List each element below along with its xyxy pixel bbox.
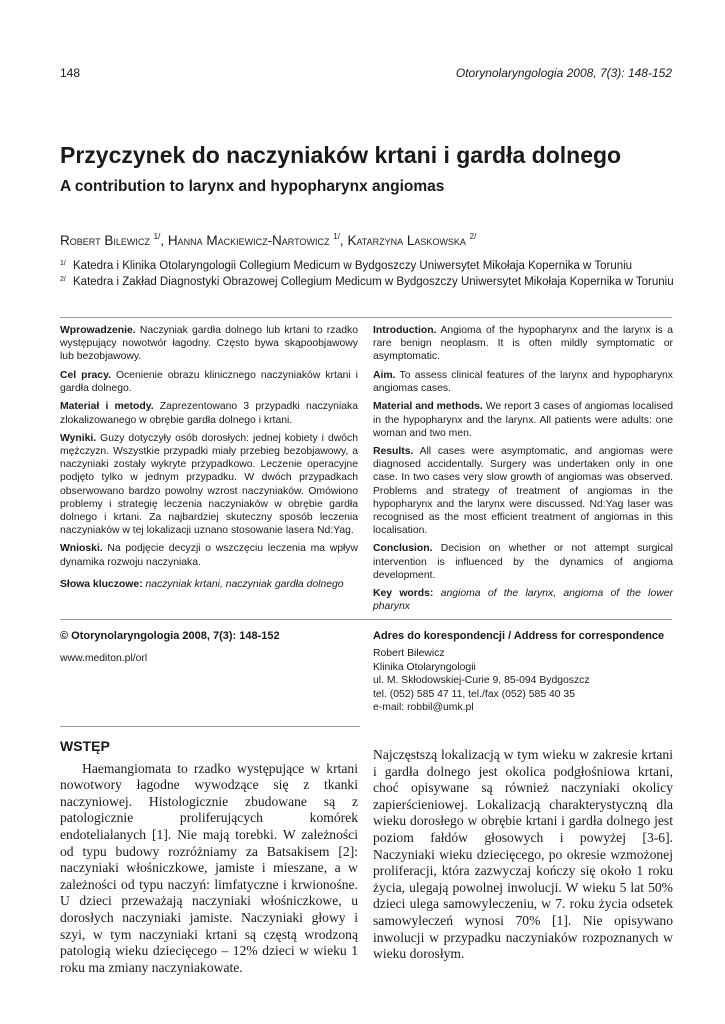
- citation-text: © Otorynolaryngologia 2008, 7(3): 148-152: [60, 630, 280, 642]
- abstract-label: Wnioski.: [60, 543, 103, 555]
- abstract-paragraph: [60, 400, 358, 426]
- section-divider-rule: [60, 726, 360, 727]
- page-number: 148: [60, 66, 81, 80]
- abstract-paragraph: [60, 542, 358, 568]
- abstract-top-rule: [60, 317, 672, 318]
- abstract-text: Na podjęcie decyzji o wszczęciu leczenia ma wpływ dynamika rozwoju naczyniaka.: [60, 543, 358, 568]
- abstract-label: Wprowadzenie.: [60, 325, 136, 336]
- abstract-paragraph: [60, 369, 358, 395]
- abstract-paragraph: [373, 542, 673, 581]
- author-list: Robert Bilewicz $^{1/}$, Hanna Mackiewicz-Nartowicz $^{1/}$, Katarzyna Laskowska $^{2/}$: [60, 232, 477, 248]
- affiliation-mark: 2/: [60, 276, 66, 283]
- page-header: [60, 66, 672, 82]
- abstract-text: Decision on whether or not attempt surgical intervention is influenced by the dynamics of angioma development.: [373, 543, 673, 581]
- abstract-text: Angioma of the hypopharynx and the larynx is a rare benign neoplasm. It is often mildly symptomatic or asymptomatic.: [373, 325, 673, 363]
- abstract-text: To assess clinical features of the larynx and hypopharynx angiomas cases.: [373, 369, 673, 394]
- abstract-label: Material and methods.: [373, 401, 483, 413]
- abstract-text: Zaprezentowano 3 przypadki naczyniaka zlokalizowanego w obrębie gardła dolnego i krtani.: [60, 401, 358, 426]
- address-line: Robert Bilewicz: [373, 648, 445, 660]
- article-title-polish: Przyczynek do naczyniaków krtani i gardła dolnego: [60, 142, 622, 168]
- journal-url-link[interactable]: www.mediton.pl/orl: [60, 653, 148, 664]
- abstract-text: We report 3 cases of angiomas localised in the hypopharynx and the larynx. All patients were adults: one woman and two men.: [373, 401, 673, 439]
- author-affiliation-mark: 1/: [333, 232, 340, 241]
- abstract-paragraph: [373, 369, 673, 395]
- abstract-label: Aim.: [373, 369, 396, 381]
- author-name: Katarzyna Laskowska: [347, 233, 466, 248]
- abstract-label: Introduction.: [373, 325, 437, 336]
- correspondence-title: Adres do korespondencji / Address for correspondence: [373, 630, 665, 642]
- author-affiliation-mark: 1/: [153, 232, 161, 241]
- affiliation-item: [60, 258, 680, 274]
- keywords-polish: [60, 578, 358, 591]
- affiliation-item: [60, 274, 680, 290]
- keywords-text: angioma of the larynx, angioma of the lower pharynx: [373, 588, 673, 613]
- abstract-text: All cases were asymptomatic, and angiomas were diagnosed accidentally. Surgery was undertaken only in one case. In two cases very slow growth of angiomas was observed. Problems and strategy of treatment of angiomas in the hypopharynx and the larynx were discussed. Nd:Yag laser was recognised as the most efficient treatment of angiomas in this localisation.: [373, 446, 673, 536]
- abstract-label: Cel pracy.: [60, 369, 111, 381]
- journal-reference: Otorynolaryngologia 2008, 7(3): 148-152: [455, 66, 672, 80]
- keywords-english: [373, 587, 673, 613]
- affiliation-text: Katedra i Zakład Diagnostyki Obrazowej Collegium Medicum w Bydgoszczy Uniwersytet Mikołaja Kopernika w Toruniu: [73, 276, 674, 288]
- abstract-text: Guzy dotyczyły osób dorosłych: jednej kobiety i dwóch mężczyzn. Wszystkie przypadki miały przebieg bezobjawowy, a naczyniaki zostały wykryte przypadkowo. Leczenie operacyjne podjęto tylko w jednym przypadku. W dwóch przypadkach obserwowano bardzo powolny wzrost naczyniaków. Omówiono problemy i strategię leczenia naczyniaków w obrębie gardła dolnego i krtani. Za najbardziej skuteczny sposób leczenia naczyniaków w tej lokalizacji uznano stosowanie lasera Nd:Yag.: [60, 433, 358, 536]
- author-name: Hanna Mackiewicz-Nartowicz: [167, 233, 330, 248]
- abstract-paragraph: [373, 400, 673, 439]
- abstract-polish: [60, 324, 358, 596]
- citation-block: [60, 628, 360, 667]
- abstract-english: [373, 324, 673, 619]
- keywords-label: Key words:: [373, 588, 434, 600]
- address-line: Klinika Otolaryngologii: [373, 661, 476, 673]
- abstract-paragraph: [373, 445, 673, 537]
- abstract-bottom-rule: [60, 619, 672, 620]
- abstract-label: Conclusion.: [373, 543, 433, 555]
- body-paragraph: Najczęstszą lokalizacją w tym wieku w zakresie krtani i gardła dolnego jest okolica podgłośniowa krtani, choć opisywane są również naczyniaki okolicy zapierścieniowej. Lokalizacją charakterystyczną dla wieku dorosłego w obrębie krtani i gardła dolnego jest poziom fałdów głosowych i powyżej [3-6]. Naczyniaki wieku dziecięcego, po okresie wzmożonej proliferacji, która zazwyczaj kończy się około 1 roku życia, ulegają powolnej inwolucji. W wieku 5 lat 50% dzieci ulega samowyleczeniu, w 7. roku życia odsetek samowyleczeń wynosi 70% [1]. Nie opisywano inwolucji w przypadku naczyniaków rozpoznanych w wieku dorosłym.: [373, 747, 673, 962]
- abstract-text: Ocenienie obrazu klinicznego naczyniaków krtani i gardła dolnego.: [60, 369, 358, 394]
- abstract-label: Results.: [373, 446, 414, 458]
- affiliation-list: [60, 258, 680, 290]
- abstract-paragraph: [60, 432, 358, 537]
- keywords-text: naczyniak krtani, naczyniak gardła dolnego: [142, 578, 344, 590]
- abstract-label: Wyniki.: [60, 433, 97, 445]
- address-line: ul. M. Skłodowskiej-Curie 9, 85-094 Bydgoszcz: [373, 675, 590, 687]
- affiliation-mark: 1/: [60, 260, 66, 267]
- abstract-paragraph: [60, 324, 358, 363]
- article-title-english: A contribution to larynx and hypopharynx angiomas: [60, 178, 445, 195]
- keywords-label: Słowa kluczowe:: [60, 578, 143, 590]
- author-name: Robert Bilewicz: [60, 233, 150, 248]
- address-line: tel. (052) 585 47 11, tel./fax (052) 585 40 35: [373, 688, 575, 700]
- correspondence-block: [373, 630, 673, 714]
- abstract-paragraph: [373, 324, 673, 363]
- section-heading: WSTĘP: [60, 738, 110, 754]
- author-affiliation-mark: 2/: [469, 232, 477, 241]
- body-paragraph: Haemangiomata to rzadko występujące w krtani nowotwory łagodne wywodzące się z tkanki naczyniowej. Histologicznie zbudowane są z patologicznie proliferujących komórek endotelialanych [1]. Nie mają torebki. W zależności od typu budowy rozróżniamy za Batsakisem [2]: naczyniaki włośniczkowe, jamiste i mieszane, a w zależności od typu naczyń: limfatyczne i krwionośne. U dzieci przeważają naczyniaki włośniczkowe, u dorosłych naczyniaki jamiste. Naczyniaki głowy i szyi, w tym naczyniaki krtani są częstą wrodzoną patologią wieku dziecięcego – 12% dzieci w wieku 1 roku ma zmiany naczyniakowate.: [60, 760, 358, 975]
- email-line[interactable]: e-mail: robbil@umk.pl: [373, 702, 474, 714]
- abstract-text: Naczyniak gardła dolnego lub krtani to rzadko występujący nowotwór łagodny. Często bywa skąpoobjawowy lub bezobjawowy.: [60, 325, 358, 363]
- affiliation-text: Katedra i Klinika Otolaryngologii Collegium Medicum w Bydgoszczy Uniwersytet Mikołaja Kopernika w Toruniu: [73, 260, 633, 272]
- body-column-right: [373, 747, 673, 963]
- abstract-label: Materiał i metody.: [60, 401, 154, 413]
- body-column-left: [60, 738, 358, 976]
